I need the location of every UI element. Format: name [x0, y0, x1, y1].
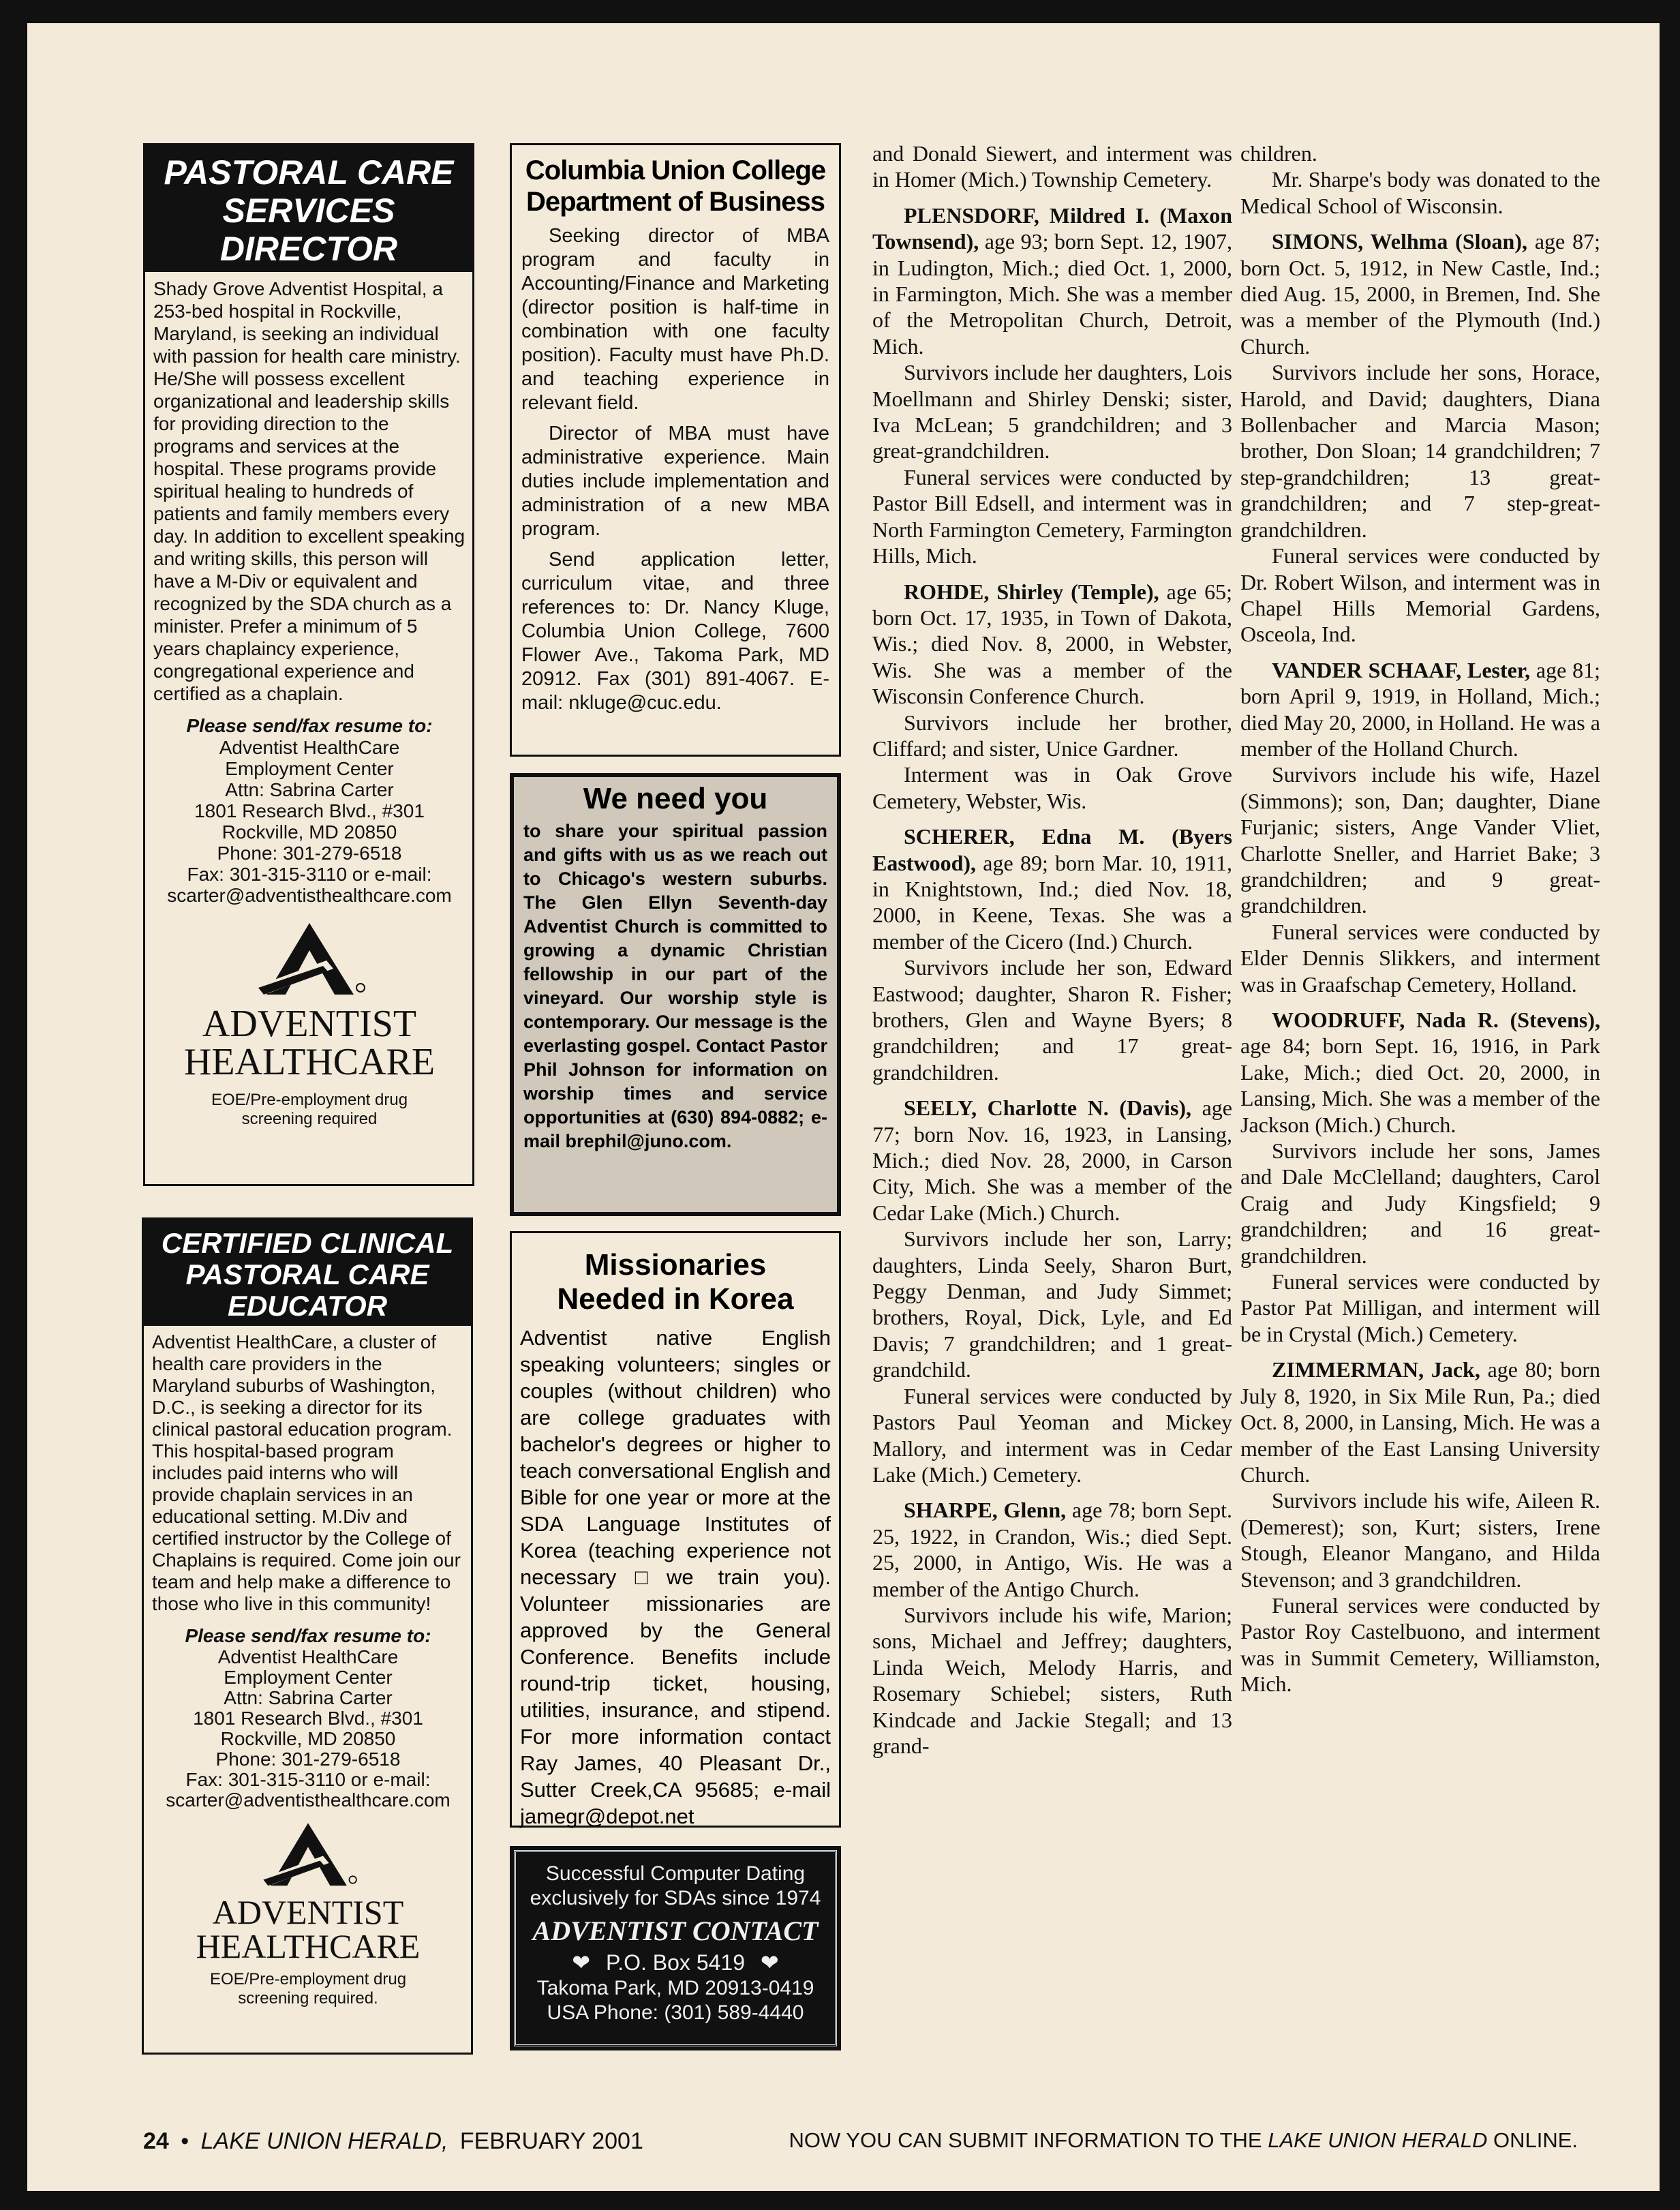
eoe-note: EOE/Pre-employment drug screening required: [211, 1091, 408, 1128]
ad-paragraph-2: Director of MBA must have administrative experience. Main duties include implementation and administration of a new MBA program.: [521, 423, 829, 540]
contact-title: ADVENTIST CONTACT: [532, 1916, 819, 1946]
obituary-paragraph: [1240, 359, 1600, 543]
address-block: [152, 1647, 464, 1811]
obituary-paragraph: [1240, 1592, 1600, 1697]
ad-missionaries-korea: [510, 1231, 841, 1828]
obituary-entry: [1240, 1007, 1600, 1138]
obituary-name: SHARPE, Glenn,: [904, 1498, 1067, 1523]
address-line: Attn: Sabrina Carter: [225, 779, 394, 800]
obituary-text: Survivors include her daughters, Lois Moellmann and Shirley Denski; sister, Iva McLean; 5 grandchildren; and 3 great-grandchildren.: [872, 360, 1232, 464]
ad-title: PASTORAL CARE SERVICES DIRECTOR: [145, 145, 472, 272]
obituary-text: Funeral services were conducted by Pastors Paul Yeoman and Mickey Mallory, and interment was in Cedar Lake (Mich.) Cemetery.: [872, 1383, 1232, 1487]
phone-line: USA Phone: (301) 589-4440: [547, 2001, 804, 2024]
issue-date: FEBRUARY 2001: [459, 2128, 643, 2154]
ad-we-need-you: [510, 773, 841, 1216]
address-line: Fax: 301-315-3110 or e-mail:: [187, 864, 432, 885]
address-line: Rockville, MD 20850: [222, 821, 397, 843]
address-line: Phone: 301-279-6518: [217, 843, 402, 864]
magazine-name: LAKE UNION HERALD,: [200, 2128, 448, 2154]
obituary-name: WOODRUFF, Nada R. (Stevens),: [1272, 1008, 1600, 1032]
footer-bullet: •: [181, 2128, 189, 2154]
obituary-name: ROHDE, Shirley (Temple),: [904, 579, 1159, 604]
address-line: Fax: 301-315-3110 or e-mail:: [185, 1769, 431, 1790]
address-line: Adventist HealthCare: [219, 737, 400, 758]
po-box-row: [516, 1949, 835, 1976]
po-box: P.O. Box 5419: [606, 1950, 745, 1975]
ad-title: Columbia Union College Department of Business: [525, 155, 826, 217]
ad-body: Adventist HealthCare, a cluster of health care providers in the Maryland suburbs of Washington, D.C., is seeking a director for its clinical pastoral education program. This hospital-based program includes paid interns who will provide chaplain services in an educational setting. M.Div and certified instructor by the College of Chaplains is required. Come join our team and help make a difference to those who live in this community!: [152, 1331, 461, 1614]
obituary-text: Survivors include her sons, Horace, Harold, and David; daughters, Diana Bollenbacher and Marcia Mason; brother, Don Sloan; 14 grandchildren; 7 step-grandchildren; 13 great-grandchildren; and 7 step-great-grandchildren.: [1240, 360, 1600, 542]
obituary-text: Survivors include her son, Edward Eastwood; daughter, Sharon R. Fisher; brothers, Glen and Wayne Byers; 8 grandchildren; and 17 great-grandchildren.: [872, 955, 1232, 1085]
obituary-text: Survivors include her sons, James and Dale McClelland; daughters, Carol Craig and Judy Kingsfield; 9 grandchildren; and 16 great-grandchildren.: [1240, 1138, 1600, 1268]
address-line: 1801 Research Blvd., #301: [193, 1708, 423, 1729]
obituary-text: age 93; born Sept. 12, 1907, in Ludington, Mich.; died Oct. 1, 2000, in Farmington, Mich. She was a member of the Metropolitan Church, Detroit, Mich.: [872, 229, 1232, 359]
obituary-paragraph: [872, 140, 1232, 193]
obituary-name: SCHERER, Edna M. (Byers Eastwood),: [872, 824, 1232, 875]
footer-right-magazine: LAKE UNION HERALD: [1268, 2128, 1488, 2152]
ad-clinical-pastoral-educator: [142, 1217, 473, 2055]
obituary-entry: [1240, 228, 1600, 359]
obituary-text: age 77; born Nov. 16, 1923, in Lansing, Mich.; died Nov. 28, 2000, in Carson City, Mich. She was a member of the Cedar Lake (Mich.) Church.: [872, 1095, 1233, 1225]
logo-name-line1: ADVENTIST: [202, 1003, 417, 1045]
obituary-text: Funeral services were conducted by Pastor Roy Castelbuono, and interment was in Summit Cemetery, Williamston, Mich.: [1240, 1592, 1600, 1697]
obituary-text: Survivors include her son, Larry; daughters, Linda Seely, Sharon Burt, Peggy Denman, and Judy Simmet; brothers, Royal, Dick, Lyle, and Ed Davis; 7 grandchildren; and 1 great-grandchild.: [872, 1226, 1232, 1382]
heart-icon: ❤: [572, 1950, 591, 1975]
obituary-entry: [1240, 657, 1600, 762]
obituary-paragraph: [872, 1383, 1232, 1488]
obituary-text: and Donald Siewert, and interment was in Homer (Mich.) Township Cemetery.: [872, 141, 1232, 192]
obituary-entry: [872, 1095, 1232, 1226]
ad-body: Shady Grove Adventist Hospital, a 253-bed hospital in Rockville, Maryland, is seeking an individual with passion for health care ministry. He/She will possess excellent organizational and leadership skills for providing direction to the programs and services at the hospital. These programs provide spiritual healing to hundreds of patients and family members every day. In addition to excellent speaking and writing skills, this person will have a M-Div or equivalent and recognized by the SDA church as a minister. Prefer a minimum of 5 years chaplaincy experience, congregational experience and certified as a chaplain.: [153, 278, 465, 704]
obituary-paragraph: [1240, 1138, 1600, 1269]
address-line: 1801 Research Blvd., #301: [194, 800, 425, 821]
obituary-text: age 87; born Oct. 5, 1912, in New Castle, Ind.; died Aug. 15, 2000, in Bremen, Ind. She was a member of the Plymouth (Ind.) Church.: [1240, 229, 1601, 359]
page: [27, 23, 1660, 2191]
address-line: Phone: 301-279-6518: [215, 1749, 401, 1770]
obituary-text: Survivors include his wife, Aileen R. (Demerest); son, Kurt; sisters, Irene Stough, Eleanor Mangano, and Hilda Stevenson; and 3 grandchildren.: [1240, 1488, 1600, 1592]
obituary-text: age 81; born April 9, 1919, in Holland, Mich.; died May 20, 2000, in Holland. He was a member of the Holland Church.: [1240, 657, 1600, 761]
obituary-text: age 65; born Oct. 17, 1935, in Town of Dakota, Wis.; died Nov. 8, 2000, in Webster, Wis. She was a member of the Wisconsin Conference Church.: [872, 579, 1233, 709]
ad-body: Adventist native English speaking volunteers; singles or couples (without children) who are college graduates with bachelor's degrees or higher to teach conversational English and Bible for one year or more at the SDA Language Institutes of Korea (teaching experience not necessary□we train you). Volunteer missionaries are approved by the General Conference. Benefits include round-trip ticket, housing, utilities, insurance, and stipend. For more information contact Ray James, 40 Pleasant Dr., Sutter Creek,CA 95685; e-mail jamegr@depot.net: [520, 1326, 831, 1828]
dating-line2: exclusively for SDAs since 1974: [530, 1887, 821, 1909]
obituary-paragraph: [872, 1226, 1232, 1382]
footer-right-prefix: NOW YOU CAN SUBMIT INFORMATION TO THE: [789, 2128, 1262, 2152]
address-line: scarter@adventisthealthcare.com: [167, 885, 452, 906]
obituary-entry: [872, 579, 1232, 710]
obituary-name: VANDER SCHAAF, Lester,: [1272, 657, 1531, 682]
obituary-name: SEELY, Charlotte N. (Davis),: [904, 1095, 1192, 1121]
city-line: Takoma Park, MD 20913-0419: [536, 1977, 814, 1999]
obituary-paragraph: [872, 359, 1232, 464]
obituary-text: Interment was in Oak Grove Cemetery, Webster, Wis.: [872, 762, 1232, 813]
heart-icon: ❤: [760, 1950, 779, 1975]
address-line: Employment Center: [224, 1667, 393, 1688]
send-title: Please send/fax resume to:: [185, 1625, 431, 1646]
obituary-paragraph: [1240, 761, 1600, 918]
obituary-text: Survivors include her brother, Cliffard; and sister, Unice Gardner.: [872, 710, 1232, 761]
logo-a-icon: [251, 920, 367, 1001]
obituary-paragraph: [1240, 919, 1600, 997]
obituary-text: Funeral services were conducted by Dr. Robert Wilson, and interment was in Chapel Hills Memorial Gardens, Osceola, Ind.: [1240, 543, 1600, 647]
obituary-entry: [872, 1497, 1232, 1602]
obituary-paragraph: [872, 761, 1232, 814]
obituary-text: age 89; born Mar. 10, 1911, in Knightstown, Ind.; died Nov. 18, 2000, in Keene, Texas. She was a member of the Cicero (Ind.) Church.: [872, 850, 1232, 954]
page-number: 24: [143, 2128, 169, 2154]
ad-body: to share your spiritual passion and gifts with us as we reach out to Chicago's western suburbs. The Glen Ellyn Seventh-day Adventist Church is committed to growing a dynamic Christian fellowship in our part of the vineyard. Our worship style is contemporary. Our message is the everlasting gospel. Contact Pastor Phil Johnson for information on worship times and service opportunities at (630) 894-0882; e-mail brephil@juno.com.: [523, 821, 827, 1151]
obituary-paragraph: [872, 710, 1232, 762]
adventist-healthcare-logo: [153, 920, 465, 1129]
obituary-paragraph: [872, 1602, 1232, 1759]
logo-name-line1: ADVENTIST: [212, 1893, 404, 1931]
ad-columbia-union-college: [510, 143, 841, 757]
ad-paragraph-1: Seeking director of MBA program and faculty in Accounting/Finance and Marketing (director position is half-time in combination with one faculty position). Faculty must have Ph.D. and teaching experience in relevant field.: [521, 225, 829, 414]
obituary-text: age 84; born Sept. 16, 1916, in Park Lake, Mich.; died Oct. 20, 2000, in Lansing, Mich. She was a member of the Jackson (Mich.) Church.: [1240, 1033, 1600, 1137]
ad-title: Missionaries Needed in Korea: [557, 1248, 794, 1316]
obituary-name: PLENSDORF, Mildred I. (Maxon Townsend),: [872, 202, 1232, 254]
obituary-name: SIMONS, Welhma (Sloan),: [1272, 229, 1527, 254]
eoe-note: EOE/Pre-employment drug screening required.: [209, 1970, 407, 2008]
obituary-text: age 80; born July 8, 1920, in Six Mile Run, Pa.; died Oct. 8, 2000, in Lansing, Mich. He was a member of the East Lansing University Church.: [1240, 1357, 1601, 1487]
address-line: Employment Center: [225, 758, 394, 779]
address-line: Rockville, MD 20850: [220, 1728, 396, 1749]
obituary-paragraph: [1240, 1487, 1600, 1592]
obituary-text: Funeral services were conducted by Pastor Pat Milligan, and interment will be in Crystal (Mich.) Cemetery.: [1240, 1269, 1600, 1346]
obituary-text: Survivors include his wife, Hazel (Simmons); son, Dan; daughter, Diane Furjanic; sisters, Ange Vander Vliet, Charlotte Sneller, and Harriet Bake; 3 grandchildren; and 9 great-grandchildren.: [1240, 762, 1600, 918]
obituary-column-right: [1240, 140, 1600, 2063]
obituary-entry: [872, 823, 1232, 954]
obituary-entry: [872, 202, 1232, 359]
ad-title: We need you: [583, 782, 768, 815]
obituary-paragraph: [1240, 140, 1600, 166]
dating-line1: Successful Computer Dating: [545, 1862, 806, 1885]
obituary-text: age 78; born Sept. 25, 1922, in Crandon, Wis.; died Sept. 25, 2000, in Antigo, Wis. He was a member of the Antigo Church.: [872, 1498, 1233, 1601]
logo-name-line2: HEALTHCARE: [196, 1927, 421, 1965]
obituary-paragraph: [872, 954, 1232, 1085]
logo-a-icon: [257, 1820, 359, 1892]
footer-right-suffix: ONLINE.: [1493, 2128, 1578, 2152]
obituary-text: Mr. Sharpe's body was donated to the Medical School of Wisconsin.: [1240, 167, 1600, 218]
address-line: scarter@adventisthealthcare.com: [166, 1789, 450, 1811]
footer-left: [143, 2128, 643, 2155]
address-line: Adventist HealthCare: [217, 1646, 399, 1667]
footer-right: [789, 2128, 1578, 2153]
address-block: [153, 737, 465, 906]
obituary-paragraph: [1240, 1269, 1600, 1347]
obituary-text: Survivors include his wife, Marion; sons, Michael and Jeffrey; daughters, Linda Weich, Melody Harris, and Rosemary Schiebel; sisters, Ruth Kindcade and Jackie Stegall; and 13 grand-: [872, 1602, 1232, 1758]
obituary-entry: [1240, 1357, 1600, 1487]
obituary-name: ZIMMERMAN, Jack,: [1272, 1357, 1480, 1382]
obituary-text: children.: [1240, 141, 1317, 166]
ad-title: CERTIFIED CLINICAL PASTORAL CARE EDUCATOR: [144, 1220, 471, 1326]
adventist-healthcare-logo: [152, 1820, 464, 2008]
logo-name-line2: HEALTHCARE: [183, 1041, 436, 1083]
obituary-paragraph: [1240, 166, 1600, 219]
obituary-column-left: [872, 140, 1232, 2063]
address-line: Attn: Sabrina Carter: [224, 1687, 393, 1708]
obituary-paragraph: [872, 464, 1232, 569]
send-title: Please send/fax resume to:: [186, 715, 433, 736]
obituary-text: Funeral services were conducted by Pastor Bill Edsell, and interment was in North Farmington Cemetery, Farmington Hills, Mich.: [872, 464, 1232, 569]
ad-adventist-contact: [510, 1846, 841, 2050]
ad-paragraph-3: Send application letter, curriculum vitae, and three references to: Dr. Nancy Kluge, Columbia Union College, 7600 Flower Ave., Takoma Park, MD 20912. Fax (301) 891-4067. E-mail: nkluge@cuc.edu.: [521, 549, 829, 714]
obituary-paragraph: [1240, 543, 1600, 648]
obituary-text: Funeral services were conducted by Elder Dennis Slikkers, and interment was in Graafschap Cemetery, Holland.: [1240, 919, 1600, 997]
ad-pastoral-care-director: [143, 143, 474, 1186]
